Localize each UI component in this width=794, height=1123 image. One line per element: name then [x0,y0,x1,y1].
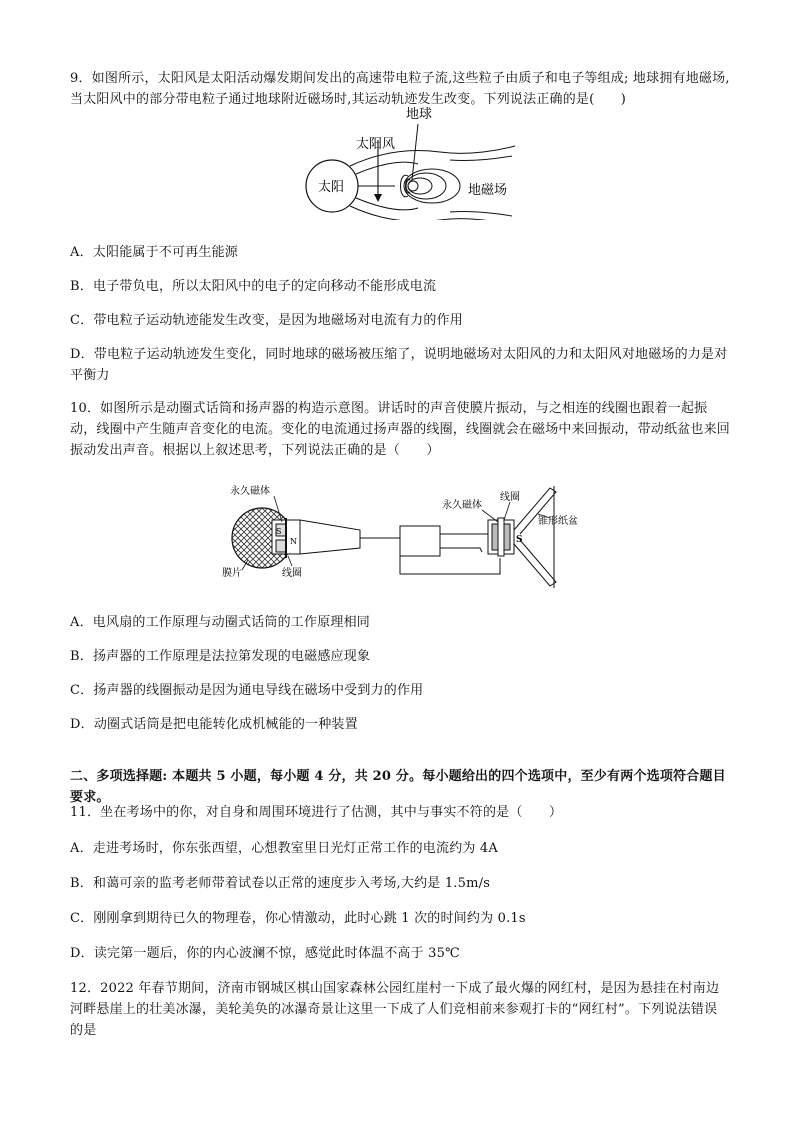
microphone-speaker-figure [220,478,600,598]
sun-label: 太阳 [318,180,345,195]
svg-text:S: S [516,535,523,545]
magnet-right-label: 永久磁体 [442,500,482,511]
q10-option-b: B．扬声器的工作原理是法拉第发现的电磁感应现象 [70,649,371,664]
diaphragm-label: 膜片 [222,568,242,579]
solar-wind-label: 太阳风 [356,137,396,152]
q9-option-b: B．电子带负电，所以太阳风中的电子的定向移动不能形成电流 [70,279,437,294]
q11-option-d: D．读完第一题后，你的内心波澜不惊，感觉此时体温不高于 35℃ [70,946,460,961]
mic-body [272,518,360,558]
cone-label: 锥形纸盆 [538,516,578,527]
q9-option-d: D．带电粒子运动轨迹发生变化，同时地球的磁场被压缩了，说明地磁场对太阳风的力和太阳风对地磁场的力是对平衡力 [70,347,728,384]
q9-option-a: A．太阳能属于不可再生能源 [70,245,238,260]
q9-option-c: C．带电粒子运动轨迹能发生改变，是因为地磁场对电流有力的作用 [70,313,463,328]
coil-right-label: 线圈 [500,492,520,503]
q12-stem: 12．2022 年春节期间，济南市钢城区棋山国家森林公园红崖村一下成了最火爆的网红村，是因为悬挂在村南边河畔悬崖上的壮美冰瀑，美轮美奂的冰瀑奇景让这里一下成了人们竞相前来参观打卡的“网红村”。下列说法错误的是 [70,981,720,1039]
q10-option-c: C．扬声器的线圈振动是因为通电导线在磁场中受到力的作用 [70,683,424,698]
svg-text:S: S [276,527,282,536]
q11-stem: 11．坐在考场中的你，对自身和周围环境进行了估测，其中与事实不符的是（ ） [70,805,563,820]
earth-label: 地球 [406,107,433,122]
coil-left-label: 线圈 [282,568,302,579]
q11-option-c: C．刚刚拿到期待已久的物理卷，你心情激动，此时心跳 1 次的时间约为 0.1s [70,911,526,926]
svg-text:N: N [290,537,297,546]
earth-field [401,169,461,203]
solar-wind-figure [300,100,530,220]
field-label: 地磁场 [468,183,508,198]
q9-stem: 9．如图所示，太阳风是太阳活动爆发期间发出的高速带电粒子流,这些粒子由质子和电子等组成; 地球拥有地磁场,当太阳风中的部分带电粒子通过地球附近磁场时,其运动轨迹发生改变。下列说法正确的是( ) [70,71,730,108]
q10-option-a: A．电风扇的工作原理与动圈式话筒的工作原理相同 [70,615,370,630]
q10-option-d: D．动圈式话筒是把电能转化成机械能的一种装置 [70,717,358,732]
wires [360,526,500,574]
q11-option-a: A．走进考场时，你东张西望，心想教室里日光灯正常工作的电流约为 4A [70,841,498,856]
section-2-heading: 二、多项选择题: 本题共 5 小题，每小题 4 分，共 20 分。每小题给出的四个选项中，至少有两个选项符合题目要求。 [70,769,726,806]
q10-stem: 10．如图所示是动圈式话筒和扬声器的构造示意图。讲话时的声音使膜片振动，与之相连的线圈也跟着一起振动，线圈中产生随声音变化的电流。变化的电流通过扬声器的线圈，线圈就会在磁场中来回振动，带动纸盆也来回振动发出声音。根据以上叙述思考，下列说法正确的是（ ） [70,401,731,459]
q11-option-b: B．和蔼可亲的监考老师带着试卷以正常的速度步入考场,大约是 1.5m/s [70,876,491,891]
magnet-left-label: 永久磁体 [230,486,270,497]
